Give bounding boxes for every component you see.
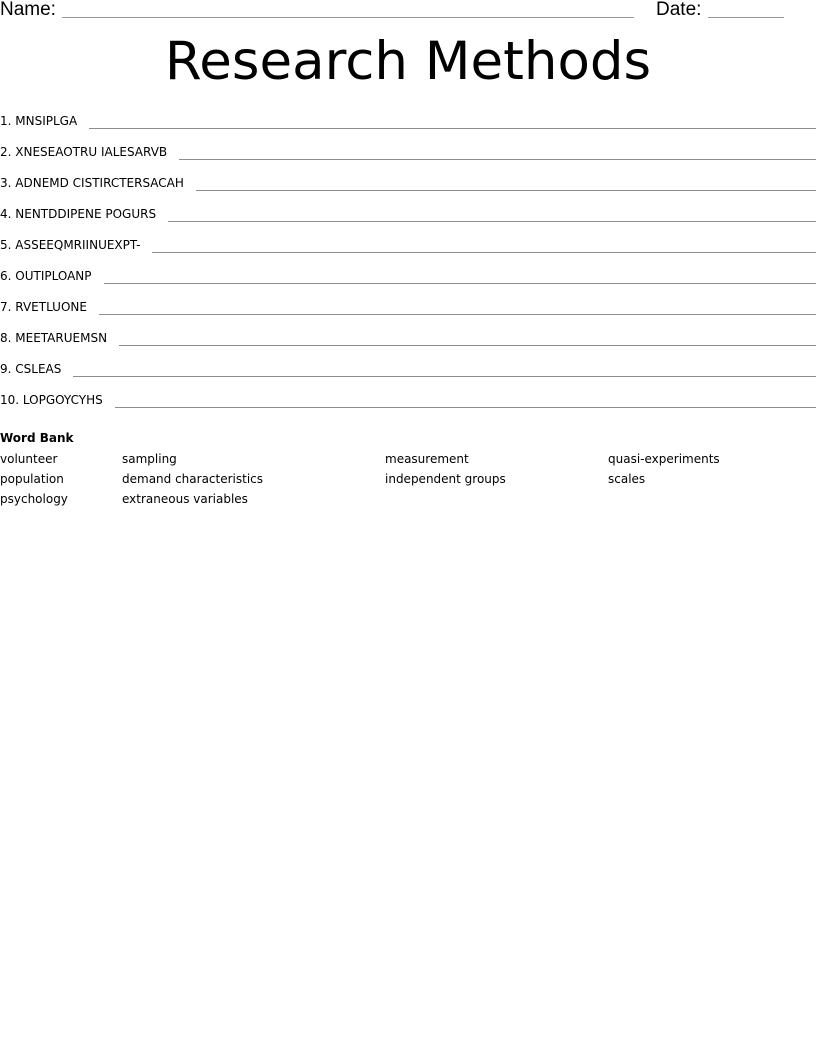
- answer-line[interactable]: [104, 265, 816, 284]
- word-bank-column: [385, 449, 506, 489]
- answer-line[interactable]: [73, 358, 816, 377]
- word-bank-item: population: [0, 472, 64, 486]
- scrambled-word: 2. XNESEAOTRU IALESARVB: [0, 145, 168, 159]
- answer-line[interactable]: [115, 389, 816, 408]
- word-bank-title: Word Bank: [0, 431, 74, 445]
- scrambled-word: 9. CSLEAS: [0, 362, 62, 376]
- word-bank-item: scales: [608, 472, 646, 486]
- word-bank-item: extraneous variables: [122, 492, 248, 506]
- scrambled-word: 1. MNSIPLGA: [0, 114, 78, 128]
- scrambled-word: 3. ADNEMD CISTIRCTERSACAH: [0, 176, 184, 190]
- answer-line[interactable]: [168, 203, 816, 222]
- word-bank-item: psychology: [0, 492, 68, 506]
- page-title: Research Methods: [164, 31, 652, 92]
- scrambled-word: 4. NENTDDIPENE POGURS: [0, 207, 157, 221]
- word-bank-item: demand characteristics: [122, 472, 264, 486]
- question-list: [0, 110, 816, 420]
- word-bank-column: [608, 449, 720, 489]
- answer-line[interactable]: [196, 172, 816, 191]
- scrambled-word: 5. ASSEEQMRIINUEXPT-: [0, 238, 141, 252]
- question-row: [0, 141, 816, 172]
- word-bank-item: quasi-experiments: [608, 452, 720, 466]
- word-bank-item: sampling: [122, 452, 177, 466]
- name-label: Name:: [0, 0, 56, 20]
- word-bank-item: independent groups: [385, 472, 506, 486]
- word-bank-column: [122, 449, 263, 509]
- question-row: [0, 327, 816, 358]
- date-field[interactable]: [708, 17, 784, 18]
- date-label: Date:: [656, 0, 702, 20]
- question-row: [0, 358, 816, 389]
- scrambled-word: 8. MEETARUEMSN: [0, 331, 108, 345]
- word-bank-item: measurement: [385, 452, 469, 466]
- answer-line[interactable]: [89, 110, 816, 129]
- question-row: [0, 296, 816, 327]
- answer-line[interactable]: [152, 234, 816, 253]
- question-row: [0, 203, 816, 234]
- scrambled-word: 6. OUTIPLOANP: [0, 269, 92, 283]
- question-row: [0, 389, 816, 420]
- question-row: [0, 172, 816, 203]
- worksheet-header: [0, 0, 816, 24]
- name-field[interactable]: [62, 17, 634, 18]
- word-bank-item: volunteer: [0, 452, 58, 466]
- answer-line[interactable]: [99, 296, 816, 315]
- scrambled-word: 7. RVETLUONE: [0, 300, 87, 314]
- answer-line[interactable]: [119, 327, 816, 346]
- question-row: [0, 265, 816, 296]
- question-row: [0, 110, 816, 141]
- answer-line[interactable]: [179, 141, 816, 160]
- scrambled-word: 10. LOPGOYCYHS: [0, 393, 103, 407]
- question-row: [0, 234, 816, 265]
- word-bank-column: [0, 449, 68, 509]
